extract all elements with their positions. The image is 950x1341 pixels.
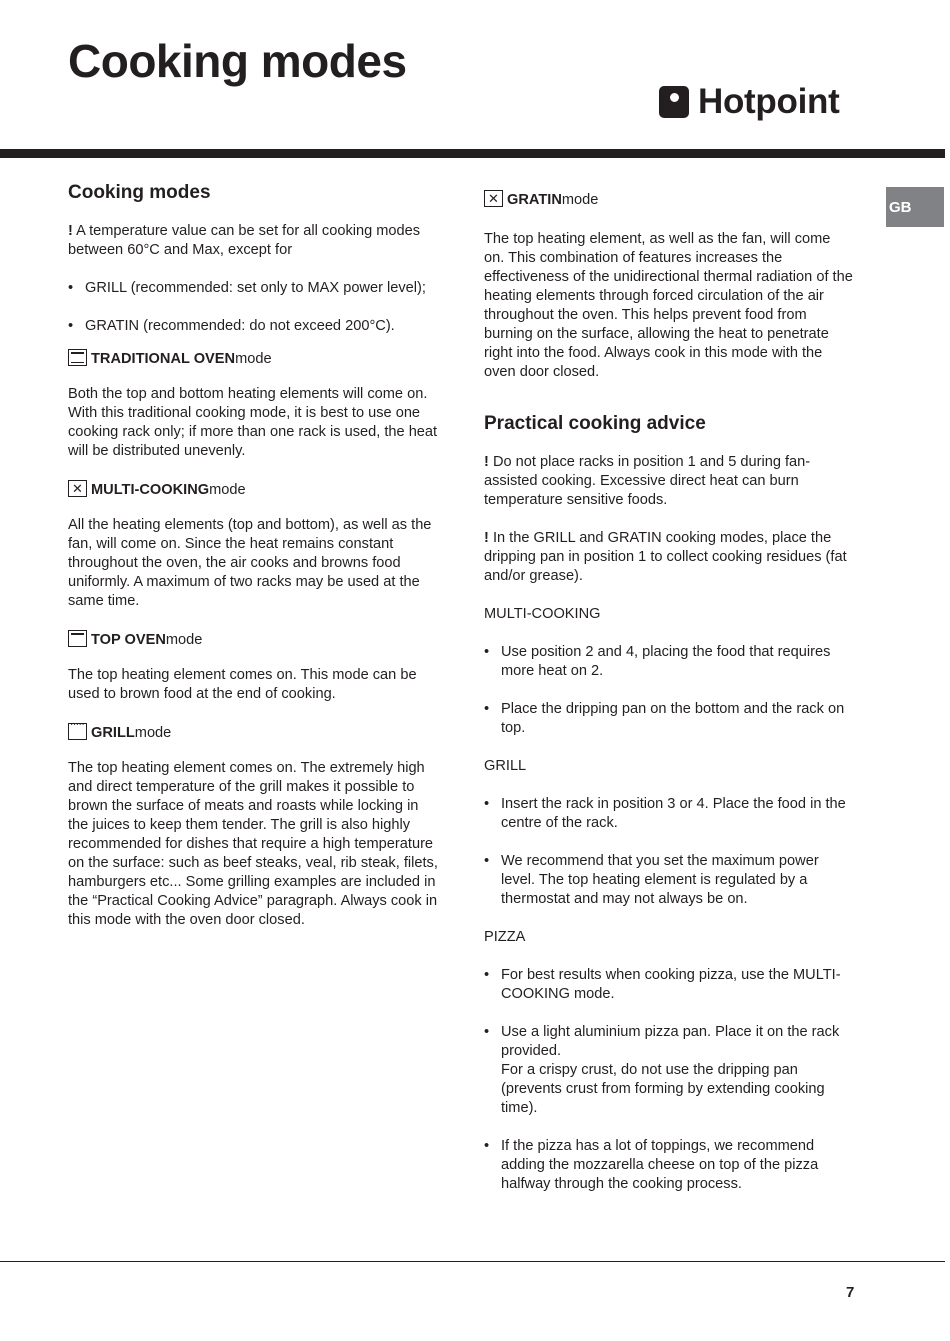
hotpoint-logo-icon: [659, 86, 689, 118]
traditional-oven-icon: [68, 349, 87, 366]
mode-heading-multi-cooking: ✕ MULTI-COOKING mode: [68, 476, 440, 500]
mode-heading-gratin: ✕ GRATIN mode: [484, 186, 854, 210]
subsection-title-pizza: PIZZA: [484, 929, 526, 945]
advice-list: [484, 795, 854, 833]
mode-description: Both the top and bottom heating elements will come on. With this traditional cooking mode, it is best to use one cooking rack only; if more than one rack is used, the heat will be distributed unevenly.: [68, 386, 438, 459]
brand-name: Hotpoint: [698, 82, 840, 121]
brand-logo: [659, 82, 839, 122]
section-heading-cooking-modes: Cooking modes: [68, 182, 211, 203]
footer-rule: [0, 1261, 945, 1262]
warning-mark: !: [484, 530, 489, 546]
gratin-icon: ✕: [484, 190, 503, 207]
header-rule: [0, 149, 945, 158]
subsection-title-multi-cooking: MULTI-COOKING: [484, 606, 601, 622]
mode-heading-grill: ····· GRILL mode: [68, 719, 440, 743]
section-heading-practical-advice: Practical cooking advice: [484, 413, 706, 434]
warning-paragraph: ! Do not place racks in position 1 and 5 during fan-assisted cooking. Excessive direct heat can burn temperature sensitive foods.: [484, 454, 811, 508]
list-item: • Use a light aluminium pizza pan. Place it on the rack provided. For a crispy crust, do not use the dripping pan (prevents crust from forming by extending cooking time).: [484, 1023, 854, 1118]
warning-mark: !: [68, 223, 73, 239]
right-column: [484, 186, 854, 1194]
list-item: • We recommend that you set the maximum power level. The top heating element is regulated by a thermostat and may not always be on.: [484, 852, 854, 909]
grill-icon: [68, 723, 87, 740]
mode-description: All the heating elements (top and bottom), as well as the fan, will come on. Since the heat remains constant throughout the oven, the air cooks and browns food uniformly. A maximum of two racks may be used at the same time.: [68, 517, 432, 609]
list-item: • Place the dripping pan on the bottom and the rack on top.: [484, 700, 854, 738]
language-tab: GB: [886, 187, 944, 227]
mode-description: The top heating element comes on. The extremely high and direct temperature of the grill makes it possible to brown the surface of meats and roasts while locking in the juices to keep them tender. The grill is also highly recommended for dishes that require a high temperature on the surface: such as beef steaks, veal, rib steak, filets, hamburgers etc... Some grilling examples are included in the “Practical Cooking Advice” paragraph. Always cook in this mode with the oven door closed.: [68, 760, 438, 928]
pan-note: For a crispy crust, do not use the dripping pan (prevents crust from forming by extending cooking time).: [501, 1062, 825, 1116]
list-item: • Insert the rack in position 3 or 4. Place the food in the centre of the rack.: [484, 795, 854, 833]
mode-description: The top heating element comes on. This mode can be used to brown food at the end of cooking.: [68, 667, 417, 702]
list-item: • Use position 2 and 4, placing the food that requires more heat on 2.: [484, 643, 854, 681]
intro-paragraph: ! A temperature value can be set for all cooking modes between 60°C and Max, except for: [68, 223, 421, 258]
list-item: • GRILL (recommended: set only to MAX power level);: [68, 279, 440, 298]
left-column: [68, 181, 440, 930]
mode-heading-traditional-oven: TRADITIONAL OVEN mode: [68, 345, 440, 369]
multi-cooking-icon: ✕: [68, 480, 87, 497]
advice-list: [484, 643, 854, 681]
list-item: • If the pizza has a lot of toppings, we recommend adding the mozzarella cheese on top of the pizza halfway through the cooking process.: [484, 1137, 854, 1194]
page-number: 7: [846, 1284, 855, 1301]
page-title: Cooking modes: [68, 35, 407, 87]
list-item: • For best results when cooking pizza, use the MULTI-COOKING mode.: [484, 966, 854, 1004]
mode-heading-top-oven: TOP OVEN mode: [68, 626, 440, 650]
warning-mark: !: [484, 454, 489, 470]
exceptions-list: [68, 279, 440, 298]
advice-list: [484, 966, 854, 1004]
subsection-title-grill: GRILL: [484, 758, 527, 774]
warning-paragraph: ! In the GRILL and GRATIN cooking modes, place the dripping pan in position 1 to collect cooking residues (fat and/or grease).: [484, 530, 847, 584]
top-oven-icon: [68, 630, 87, 647]
list-item: • GRATIN (recommended: do not exceed 200°C).: [68, 317, 440, 336]
mode-description: The top heating element, as well as the fan, will come on. This combination of features increases the effectiveness of the unidirectional thermal radiation of the heating elements through forced circulation of the air throughout the oven. This helps prevent food from burning on the surface, allowing the heat to penetrate right into the food. Always cook in this mode with the oven door closed.: [484, 231, 853, 380]
